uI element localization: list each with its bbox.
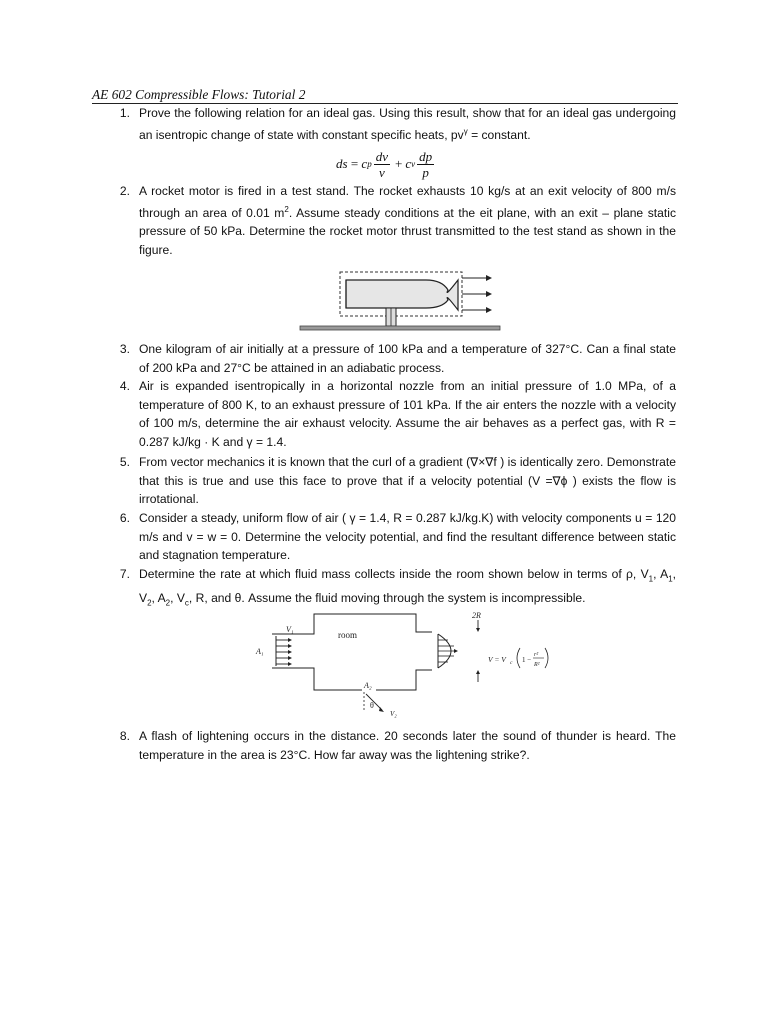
v2-label: V₂ <box>390 710 397 718</box>
rocket-test-stand-figure <box>298 268 502 334</box>
problem-text: Air is expanded isentropically in a horizontal nozzle from an initial pressure of 1.0 MPa, of a temperature of 800 K, to an exhaust pressure of 101 kPa. If the air enters the nozzle with a velocity of 100 m/s, determine the air exhaust velocity. Assume the air behaves as a perfect gas, with R = 0.287 kJ/kg · K and γ = 1.4. <box>139 379 676 449</box>
problem-text: Prove the following relation for an ideal gas. Using this result, show that for an ideal gas undergoing an isentropic change of state with constant specific heats, $pv^\gamma$ = constant. <box>139 106 676 142</box>
problem-2 <box>116 182 676 259</box>
profile-eq-sub: c <box>510 660 513 666</box>
problem-number: 6. <box>119 511 130 525</box>
problem-4 <box>116 377 676 451</box>
problem-number: 2. <box>119 184 130 198</box>
2r-label: 2R <box>472 611 481 620</box>
v1-label: V₁ <box>286 625 294 634</box>
room-flow-figure <box>252 608 552 720</box>
problem-1 <box>116 104 676 144</box>
a1-label: A₁ <box>256 647 264 656</box>
problem-number: 7. <box>119 567 130 581</box>
theta-label: θ <box>370 701 374 710</box>
page-title: AE 602 Compressible Flows: Tutorial 2 <box>92 87 306 102</box>
problem-3 <box>116 340 676 377</box>
problem-number: 1. <box>119 106 130 120</box>
problem-number: 5. <box>119 455 130 469</box>
a2-label: A₂ <box>364 681 372 690</box>
problem-text: From vector mechanics it is known that the curl of a gradient (∇×∇f ) is identically zero. Demonstrate that this is true and use this face to prove that if a velocity potential (V =∇ϕ ) exists the flow is irrotational. <box>139 455 676 507</box>
problem-text: Determine the rate at which fluid mass collects inside the room shown below in terms of ρ, $V_1$, $A_1$, $V_2$, $A_2$, $V_c$, R, and θ. Assume the fluid moving through the system is incompressible. <box>139 567 677 608</box>
room-label: room <box>338 630 357 640</box>
problem-text: A rocket motor is fired in a test stand. The rocket exhausts 10 kg/s at an exit velocity of 800 m/s through an area of 0.01 $m^2$. Assume steady conditions at the eit plane, with an exit – plane static pressure of 50 kPa. Determine the rocket motor thrust transmitted to the test stand as shown in the figure. <box>139 184 676 257</box>
problem-5 <box>116 453 676 509</box>
problem-8 <box>116 727 676 764</box>
problem-6 <box>116 509 676 565</box>
profile-eq-num: r² <box>534 652 539 658</box>
problem-7 <box>116 565 676 613</box>
profile-eq-one: 1 − <box>522 656 532 664</box>
profile-eq-den: R² <box>534 662 540 668</box>
problem-number: 4. <box>119 379 130 393</box>
problem-text: A flash of lightening occurs in the distance. 20 seconds later the sound of thunder is heard. The temperature in the area is 23°C. How far away was the lightening strike?. <box>139 729 676 762</box>
problem-text: Consider a steady, uniform flow of air ( γ = 1.4, R = 0.287 kJ/kg.K) with velocity components u = 120 m/s and v = w = 0. Determine the velocity potential, and find the resultant difference between static and stagnation temperature. <box>139 511 676 563</box>
problem-number: 3. <box>119 342 130 356</box>
profile-eq-lhs: V = V <box>488 655 506 664</box>
problem-number: 8. <box>119 729 130 743</box>
problem-text: One kilogram of air initially at a pressure of 100 kPa and a temperature of 327°C. Can a final state of 200 kPa and 27°C be attained in an adiabatic process. <box>139 342 676 375</box>
entropy-formula: ds = c p $\frac{dv}{v}$ + c v $\frac{dp}{p}$ <box>336 148 433 180</box>
